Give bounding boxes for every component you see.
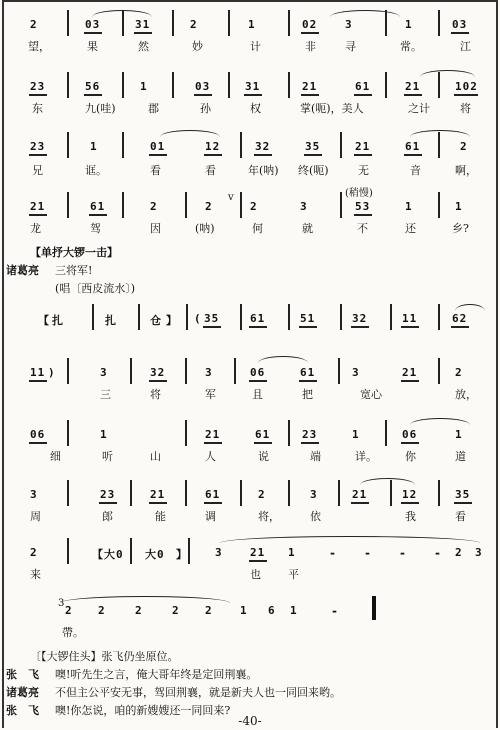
beam [401, 442, 419, 444]
lyric: 郡 [148, 102, 159, 115]
lyric: 计 [250, 40, 261, 53]
note: 3 [100, 366, 108, 379]
note: 06 [250, 366, 266, 379]
barline [288, 420, 290, 446]
bracket-open: 【 [92, 548, 104, 561]
lyric: 然 [138, 40, 149, 53]
dash: - [365, 546, 370, 560]
note: 2 [250, 200, 258, 213]
lyric: 调 [205, 510, 216, 523]
beam [401, 326, 419, 328]
note: 61 [205, 488, 221, 501]
note: 1 [288, 546, 296, 559]
grace-note: 3 [58, 598, 65, 609]
lyric: 就 [302, 222, 313, 235]
note: 3 [30, 488, 38, 501]
barline [172, 10, 174, 36]
beam [204, 442, 222, 444]
percussion-note: 扎 [52, 314, 64, 327]
percussion-note: 大0 [104, 548, 124, 561]
page-border-right [496, 0, 498, 728]
speaker-name: 张 飞 [6, 704, 39, 717]
stage-direction-tune: (唱〔西皮流水〕) [55, 282, 136, 295]
lyric: 且 [252, 388, 263, 401]
beam [29, 154, 47, 156]
beam [134, 32, 152, 34]
slur [160, 130, 220, 137]
note: 2 [135, 604, 143, 617]
note: 35 [455, 488, 471, 501]
barline [92, 304, 94, 330]
note: 11 [402, 312, 418, 325]
note: 1 [140, 80, 148, 93]
barline [240, 132, 242, 158]
beam [404, 154, 422, 156]
barline [130, 538, 132, 564]
note: 31 [135, 18, 151, 31]
lyric: 非 [305, 40, 316, 53]
note: 35 [204, 312, 220, 325]
beam [301, 32, 319, 34]
slur [420, 70, 475, 77]
percussion-note: 仓 [150, 314, 162, 327]
lyric: 驾 [90, 222, 101, 235]
barline [438, 10, 440, 36]
bracket-open: 【 [38, 314, 50, 327]
lyric: 望， [28, 40, 50, 53]
dash: - [332, 604, 337, 618]
lyric: 何 [252, 222, 263, 235]
note: 06 [30, 428, 46, 441]
lyric: 九(哇) [85, 102, 116, 115]
note: 1 [290, 604, 298, 617]
note: 2 [205, 200, 213, 213]
note: 6 [268, 604, 276, 617]
barline [67, 132, 69, 158]
barline [67, 480, 69, 506]
lyric: 之计 [408, 102, 430, 115]
beam [29, 380, 47, 382]
lyric: 乡? [452, 222, 469, 235]
lyric: 东 [32, 102, 43, 115]
lyric: 平 [288, 568, 299, 581]
beam [149, 380, 167, 382]
note: 51 [300, 312, 316, 325]
barline [67, 538, 69, 564]
note: 61 [405, 140, 421, 153]
note: 21 [402, 366, 418, 379]
lyric: 年(呐) [248, 164, 279, 177]
note: 21 [352, 488, 368, 501]
beam [149, 502, 167, 504]
beam [244, 94, 262, 96]
barline [390, 480, 392, 506]
beam [401, 380, 419, 382]
note: 2 [455, 546, 463, 559]
note: 3 [205, 366, 213, 379]
note: 12 [402, 488, 418, 501]
beam [194, 94, 212, 96]
dash: - [400, 546, 405, 560]
beam [451, 32, 469, 34]
lyric: 军 [205, 388, 216, 401]
barline [228, 10, 230, 36]
beam [354, 214, 372, 216]
lyric: 诓。 [85, 164, 107, 177]
note: 2 [190, 18, 198, 31]
barline [338, 480, 340, 506]
barline [67, 10, 69, 36]
beam [299, 326, 317, 328]
speaker-name: 诸葛亮 [6, 686, 39, 699]
page-number: -40- [238, 714, 262, 728]
lyric: 将 [150, 388, 161, 401]
slur [455, 304, 485, 311]
slur [258, 356, 308, 363]
note: 03 [85, 18, 101, 31]
lyric: 端 [310, 450, 321, 463]
beam [404, 94, 422, 96]
note: 1 [405, 18, 413, 31]
beam [149, 154, 167, 156]
dash: - [435, 546, 440, 560]
lyric: 无 [358, 164, 369, 177]
note: 3 [345, 18, 353, 31]
beam [351, 326, 369, 328]
note: 61 [300, 366, 316, 379]
barline [288, 10, 290, 36]
note: 23 [30, 140, 46, 153]
dialogue-line: 三将军! [55, 264, 93, 277]
note: 2 [172, 604, 180, 617]
lyric: 道 [455, 450, 466, 463]
note: 21 [355, 140, 371, 153]
lyric: (呐) [195, 222, 215, 235]
beam [254, 154, 272, 156]
lyric: 将 [460, 102, 471, 115]
note: 1 [455, 200, 463, 213]
lyric: 我 [405, 510, 416, 523]
barline [288, 480, 290, 506]
lyric: 三 [100, 388, 111, 401]
slur [330, 10, 400, 17]
note: 2 [30, 546, 38, 559]
beam [299, 380, 317, 382]
note: 2 [150, 200, 158, 213]
note: 06 [402, 428, 418, 441]
page-border-left [2, 0, 4, 728]
beam [254, 442, 272, 444]
paren-open: ( [194, 312, 202, 325]
barline [172, 72, 174, 98]
barline [122, 10, 124, 36]
beam [354, 154, 372, 156]
barline [338, 358, 340, 384]
note: 32 [255, 140, 271, 153]
lyric: 说 [258, 450, 269, 463]
barline [122, 192, 124, 218]
note: 2 [65, 604, 73, 617]
note: 02 [302, 18, 318, 31]
barline [340, 304, 342, 330]
barline [438, 304, 440, 330]
beam [351, 502, 369, 504]
beam [454, 502, 472, 504]
lyric: 宽心 [360, 388, 382, 401]
beam [249, 560, 267, 562]
barline [185, 420, 187, 446]
note: 2 [460, 140, 468, 153]
note: 1 [352, 428, 360, 441]
page-border-top [2, 0, 498, 2]
lyric: 人 [205, 450, 216, 463]
note: 03 [452, 18, 468, 31]
note: 32 [150, 366, 166, 379]
note: 1 [248, 18, 256, 31]
note: 2 [30, 18, 38, 31]
lyric: 孙 [200, 102, 211, 115]
barline [240, 192, 242, 218]
note: 1 [455, 428, 463, 441]
barline [385, 10, 387, 36]
lyric: 终(呃) [298, 164, 329, 177]
note: 3 [300, 200, 308, 213]
slur [60, 596, 230, 603]
lyric: 详。 [355, 450, 377, 463]
note: 1 [100, 428, 108, 441]
barline [67, 420, 69, 446]
breath-mark: v [228, 192, 234, 203]
barline [130, 480, 132, 506]
note: 03 [195, 80, 211, 93]
note: 3 [215, 546, 223, 559]
barline [288, 72, 290, 98]
beam [249, 326, 267, 328]
beam [204, 154, 222, 156]
note: 2 [258, 488, 266, 501]
lyric: 细 [50, 450, 61, 463]
note: 11 [30, 366, 46, 379]
beam [84, 32, 102, 34]
beam [29, 214, 47, 216]
slur [360, 478, 415, 485]
beam [401, 502, 419, 504]
dash: - [330, 546, 335, 560]
note: 3 [475, 546, 483, 559]
barline [240, 304, 242, 330]
barline [67, 72, 69, 98]
note: 61 [90, 200, 106, 213]
beam [29, 94, 47, 96]
final-barline [372, 596, 376, 620]
lyric: 不 [357, 222, 368, 235]
note: 3 [310, 488, 318, 501]
note: 21 [302, 80, 318, 93]
slur [220, 536, 480, 543]
dialogue-line: 噢!你怎说，咱的新嫂嫂还一同回来? [55, 704, 231, 717]
barline [185, 480, 187, 506]
note: 62 [452, 312, 468, 325]
lyric: 还 [405, 222, 416, 235]
beam [301, 442, 319, 444]
beam [451, 326, 469, 328]
note: 21 [250, 546, 266, 559]
barline [185, 192, 187, 218]
note: 61 [250, 312, 266, 325]
lyric: 看 [455, 510, 466, 523]
barline [340, 132, 342, 158]
lyric: 啊， [455, 164, 477, 177]
beam [99, 502, 117, 504]
dialogue-line: 噢!听先生之言，俺大哥年终是定回荆襄。 [55, 668, 258, 681]
lyric: 妙 [192, 40, 203, 53]
lyric: 掌(呃)，美人 [300, 102, 364, 115]
beam [249, 380, 267, 382]
note: 56 [85, 80, 101, 93]
note: 61 [255, 428, 271, 441]
speaker-name: 张 飞 [6, 668, 39, 681]
barline [438, 358, 440, 384]
barline [122, 72, 124, 98]
lyric: 兄 [32, 164, 43, 177]
note: 23 [100, 488, 116, 501]
barline [240, 480, 242, 506]
lyric: 看 [150, 164, 161, 177]
beam [204, 502, 222, 504]
beam [29, 442, 47, 444]
beam [454, 94, 478, 96]
speaker-name: 诸葛亮 [6, 264, 39, 277]
note: 21 [405, 80, 421, 93]
lyric: 果 [87, 40, 98, 53]
barline [186, 304, 188, 330]
stage-direction-gong-head: 〔【大锣住头】张飞仍坐原位。 [30, 650, 179, 663]
barline [288, 304, 290, 330]
note: 1 [240, 604, 248, 617]
barline [67, 192, 69, 218]
lyric: 听 [102, 450, 113, 463]
lyric: 看 [205, 164, 216, 177]
note: 23 [30, 80, 46, 93]
slur [410, 130, 470, 137]
lyric: 郎 [102, 510, 113, 523]
barline [138, 304, 140, 330]
note: 32 [352, 312, 368, 325]
barline [234, 358, 236, 384]
note: 21 [30, 200, 46, 213]
lyric: 帶。 [62, 626, 84, 639]
note: 2 [98, 604, 106, 617]
beam [301, 94, 319, 96]
note: 102 [455, 80, 478, 93]
percussion-note: 扎 [105, 314, 117, 327]
lyric: 能 [155, 510, 166, 523]
barline [438, 192, 440, 218]
barline [228, 72, 230, 98]
lyric: 放， [455, 388, 477, 401]
beam [84, 94, 102, 96]
beam [203, 326, 221, 328]
slur [410, 418, 470, 425]
lyric: 因 [150, 222, 161, 235]
barline [122, 132, 124, 158]
barline [438, 72, 440, 98]
note: 23 [302, 428, 318, 441]
lyric: 权 [250, 102, 261, 115]
lyric: 山 [150, 450, 161, 463]
beam [304, 154, 322, 156]
barline [188, 538, 190, 564]
note: 35 [305, 140, 321, 153]
lyric: 也 [250, 568, 261, 581]
lyric: 你 [405, 450, 416, 463]
lyric: 音 [410, 164, 421, 177]
barline [130, 358, 132, 384]
lyric: 来 [30, 568, 41, 581]
barline [67, 358, 69, 384]
note: 21 [150, 488, 166, 501]
bracket-close: 】 [166, 314, 178, 327]
barline [385, 72, 387, 98]
lyric: 将， [258, 510, 280, 523]
stage-direction-gong: 【单抒大锣一击】 [30, 246, 118, 259]
note: 1 [405, 200, 413, 213]
note: 53 [355, 200, 371, 213]
note: 2 [455, 366, 463, 379]
lyric: 常。 [400, 40, 422, 53]
barline [340, 192, 342, 218]
note: 01 [150, 140, 166, 153]
barline [390, 304, 392, 330]
lyric: 周 [30, 510, 41, 523]
barline [385, 420, 387, 446]
note: 21 [205, 428, 221, 441]
note: 2 [205, 604, 213, 617]
lyric: 寻 [345, 40, 356, 53]
beam [89, 214, 107, 216]
paren-close: ) [48, 366, 56, 379]
lyric: 江 [460, 40, 471, 53]
beam [354, 94, 372, 96]
bracket-close: 】 [176, 548, 188, 561]
barline [438, 132, 440, 158]
dialogue-line: 不但主公平安无事，驾回荆襄，就是新夫人也一同回来哟。 [55, 686, 341, 699]
barline [185, 358, 187, 384]
note: 1 [90, 140, 98, 153]
note: 3 [352, 366, 360, 379]
note: 31 [245, 80, 261, 93]
lyric: 龙 [30, 222, 41, 235]
lyric: 依 [310, 510, 321, 523]
tempo-marking: (稍慢) [345, 188, 373, 199]
percussion-note: 大0 [145, 548, 165, 561]
note: 61 [355, 80, 371, 93]
note: 12 [205, 140, 221, 153]
lyric: 把 [302, 388, 313, 401]
barline [438, 480, 440, 506]
